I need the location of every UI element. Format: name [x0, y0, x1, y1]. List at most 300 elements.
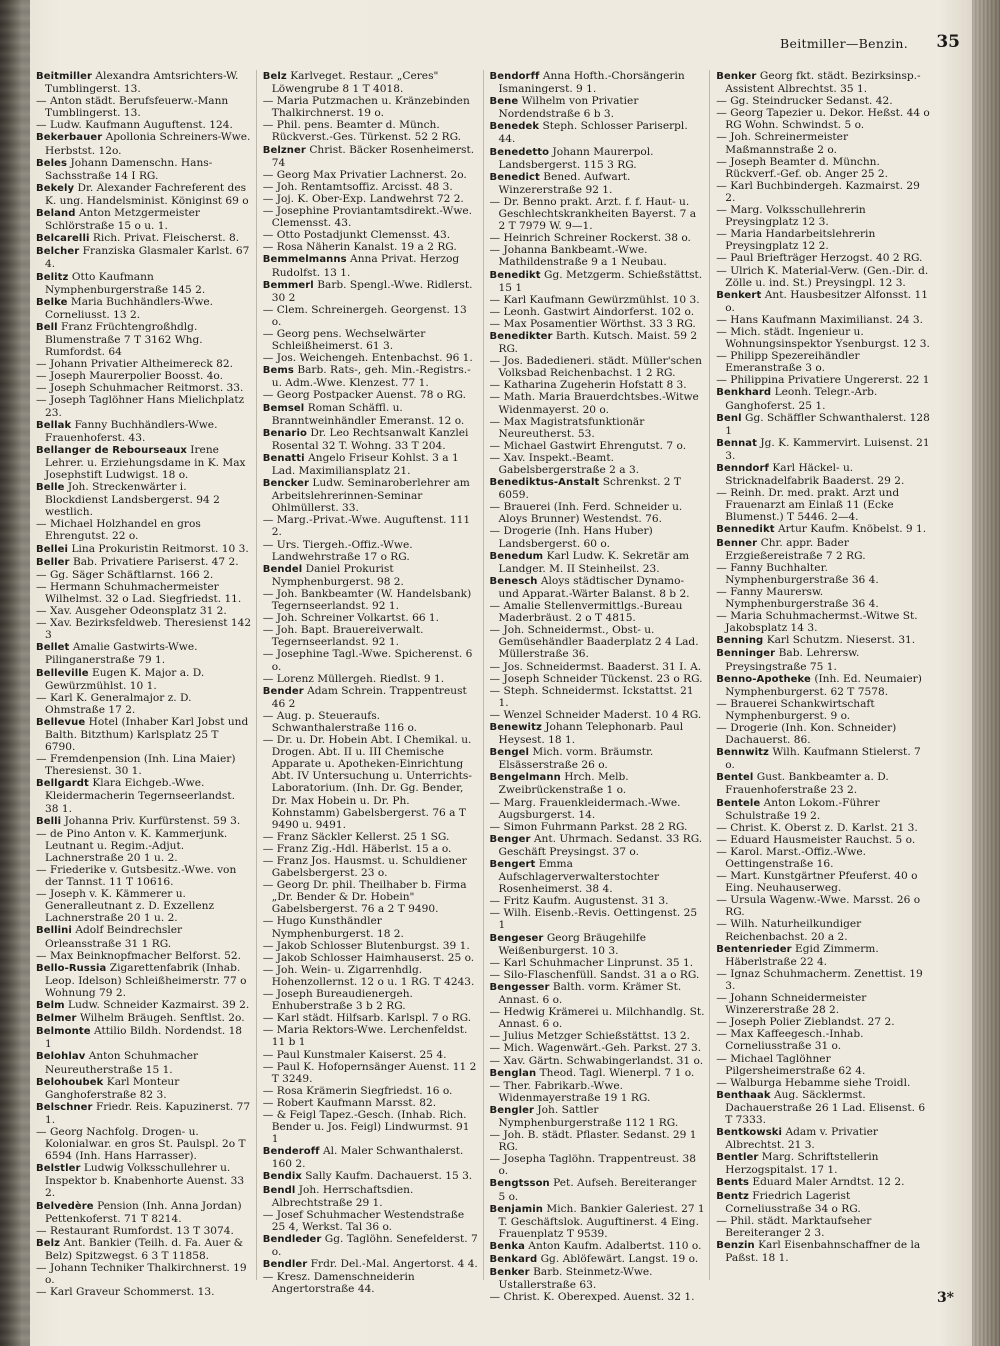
- entry-text: — Jos. Weichengeh. Entenbachst. 96 1.: [262, 352, 473, 365]
- entry-text: Karl Eisenbahnschaffner de la Paßst. 18 1.: [725, 1238, 921, 1264]
- directory-entry: [36, 999, 252, 1012]
- entry-text: — Mich. städt. Ingenieur u. Wohnungsinspektor Ysenburgst. 12 3.: [716, 325, 930, 351]
- directory-entry: [36, 119, 252, 131]
- directory-entry: [36, 207, 252, 232]
- entry-surname: Benedetto: [489, 146, 550, 158]
- directory-entry: [716, 1151, 932, 1176]
- directory-entry: [36, 358, 252, 370]
- entry-text: Eugen K. Major a. D. Gewürzmühlst. 10 1.: [45, 666, 205, 692]
- entry-surname: Bengesser: [489, 981, 550, 993]
- directory-entry: [490, 895, 706, 907]
- entry-text: (Inh. Ed. Neumaier) Nymphenburgerst. 62 T 7578.: [725, 672, 922, 698]
- entry-text: Georg fkt. städt. Bezirksinsp.-Assistent Albrechtst. 35 1.: [725, 70, 921, 96]
- directory-entry: [716, 562, 932, 586]
- entry-text: — Marg. Volksschullehrerin Preysingplatz 12 3.: [716, 204, 866, 229]
- entry-text: Franziska Glasmaler Karlst. 67 4.: [45, 245, 250, 271]
- directory-entry: [36, 888, 252, 924]
- directory-entry: [263, 1085, 479, 1097]
- directory-entry: [263, 1170, 479, 1183]
- directory-entry: [716, 1016, 932, 1028]
- directory-entry: [716, 1239, 932, 1264]
- entry-text: — Georg Nachfolg. Drogen- u. Kolonialwar. en gros St. Paulspl. 2o T 6594 (Inh. Hans Harrasser).: [36, 1125, 246, 1163]
- directory-entry: [716, 95, 932, 107]
- entry-text: — Max Magistratsfunktionär Neureutherst. 53.: [489, 415, 645, 440]
- entry-text: — Michael Gastwirt Ehrengutst. 7 o.: [489, 439, 687, 452]
- entry-surname: Benkard: [489, 1254, 538, 1265]
- directory-entry: [36, 1101, 252, 1126]
- directory-entry: [716, 943, 932, 968]
- directory-entry: [716, 1126, 932, 1151]
- entry-text: Anton Metzgermeister Schlörstraße 15 o u. 1.: [45, 207, 200, 233]
- entry-surname: Belzner: [262, 144, 306, 156]
- directory-entry: [716, 1176, 932, 1189]
- entry-text: — Brauerei Schankwirtschaft Nymphenburgerst. 9 o.: [716, 697, 875, 722]
- entry-text: Marg. Schriftstellerin Herzogspitalst. 17 1.: [725, 1151, 879, 1177]
- directory-entry: [263, 144, 479, 169]
- entry-text: Aloys städtischer Dynamo- und Apparat.-Wärter Balanst. 8 b 2.: [498, 574, 690, 600]
- entry-text: — Joh. Schneidermst., Obst- u. Gemüsehändler Baaderplatz 2 4 Lad. Müllerstraße 36.: [489, 624, 699, 661]
- entry-text: Irene Lehrer. u. Erziehungsdame in K. Max Josephstift Ludwigst. 18 o.: [45, 443, 246, 481]
- entry-text: — Georg Max Privatier Lachnerst. 2o.: [262, 168, 467, 181]
- directory-entry: [490, 232, 706, 244]
- entry-surname: Bems: [262, 365, 294, 377]
- entry-text: Barth. Kutsch. Maist. 59 2 RG.: [498, 329, 698, 356]
- directory-entry: [716, 462, 932, 487]
- directory-entry: [716, 374, 932, 386]
- entry-surname: Bellini: [36, 925, 72, 937]
- entry-text: — Robert Kaufmann Marsst. 82.: [262, 1096, 437, 1109]
- entry-text: — Aug. p. Steueraufs. Schwanthalerstraße 116 o.: [262, 709, 418, 734]
- entry-text: — Maria Rektors-Wwe. Lerchenfeldst. 11 b 1: [262, 1024, 468, 1049]
- entry-text: — Maria Putzmachen u. Kränzebinden Thalkirchnerst. 19 o.: [262, 95, 470, 120]
- directory-entry: [716, 1053, 932, 1077]
- entry-surname: Bentenrieder: [716, 943, 792, 955]
- entry-surname: Benninger: [716, 648, 776, 660]
- directory-entry: [263, 1012, 479, 1024]
- entry-text: — Simon Fuhrmann Parkst. 28 2 RG.: [489, 820, 688, 833]
- directory-entry: [263, 389, 479, 401]
- entry-surname: Belohlav: [36, 1051, 86, 1063]
- directory-entry: [716, 918, 932, 942]
- directory-entry: [263, 193, 479, 205]
- entry-surname: Bennat: [716, 437, 758, 449]
- directory-entry: [263, 612, 479, 624]
- directory-entry: [490, 1067, 706, 1080]
- entry-surname: Bentkowski: [716, 1127, 783, 1139]
- entry-text: Friedr. Reis. Kapuzinerst. 77 1.: [45, 1100, 251, 1126]
- entry-text: — Amalie Stellenvermittlgs.-Bureau Maderbräust. 2 o T 4815.: [489, 600, 683, 625]
- directory-entry: [490, 1266, 706, 1291]
- entry-text: — Drogerie (Inh. Kon. Schneider) Dachauerst. 86.: [716, 721, 897, 747]
- directory-entry: [490, 1177, 706, 1202]
- directory-entry: [36, 1225, 252, 1237]
- entry-text: Frdr. Del.-Mal. Angertorst. 4 4.: [310, 1258, 478, 1271]
- directory-entry: [36, 370, 252, 382]
- directory-entry: [490, 1253, 706, 1266]
- entry-surname: Bendl: [262, 1184, 296, 1196]
- entry-surname: Bents: [716, 1177, 750, 1189]
- directory-entry: [490, 269, 706, 294]
- entry-text: — Wenzel Schneider Maderst. 10 4 RG.: [489, 708, 702, 721]
- directory-entry: [716, 771, 932, 796]
- directory-entry: [263, 1024, 479, 1048]
- directory-entry: [716, 846, 932, 870]
- entry-surname: Benario: [262, 427, 307, 439]
- entry-text: — Georg pens. Wechselwärter Schleißheimerst. 61 3.: [262, 327, 426, 353]
- directory-entry: [716, 610, 932, 634]
- directory-entry: [490, 476, 706, 501]
- directory-entry: [490, 391, 706, 415]
- entry-text: Karlveget. Restaur. „Ceres" Löwengrube 8 1 T 4018.: [271, 70, 439, 96]
- directory-entry: [716, 252, 932, 264]
- directory-entry: [490, 1153, 706, 1177]
- directory-entry: [716, 647, 932, 672]
- directory-entry: [716, 314, 932, 326]
- directory-entry: [36, 753, 252, 777]
- entry-text: — Franz Säckler Kellerst. 25 1 SG.: [262, 830, 450, 843]
- directory-entry: [716, 673, 932, 698]
- directory-entry: [263, 563, 479, 588]
- directory-entry: [36, 777, 252, 814]
- entry-text: Ant. Hausbesitzer Alfonsst. 11 o.: [725, 288, 928, 314]
- entry-surname: Bellevue: [36, 716, 86, 728]
- directory-entry: [36, 924, 252, 949]
- entry-text: — Xav. Ausgeher Odeonsplatz 31 2.: [36, 605, 227, 618]
- directory-entry: [36, 667, 252, 692]
- entry-surname: Belmonte: [36, 1026, 91, 1038]
- entry-surname: Belcarelli: [36, 233, 90, 245]
- entry-text: Gg. Schäffler Schwanthalerst. 128 1: [725, 411, 930, 437]
- entry-text: — de Pino Anton v. K. Kammerjunk. Leutnant u. Regim.-Adjut. Lachnerstraße 20 1 u. 2.: [36, 827, 228, 864]
- entry-text: — Michael Holzhandel en gros Ehrengutst. 22 o.: [36, 518, 201, 543]
- directory-entry: [263, 879, 479, 915]
- entry-surname: Benndorf: [716, 463, 770, 474]
- entry-surname: Benker: [716, 71, 757, 82]
- entry-surname: Benka: [489, 1240, 525, 1252]
- directory-entry: [263, 1109, 479, 1145]
- entry-text: — Hermann Schuhmachermeister Wilhelmst. 32 o Lad. Siegfriedst. 11.: [36, 580, 242, 605]
- entry-text: — Max Posamentier Wörthst. 33 3 RG.: [489, 317, 696, 330]
- entry-text: Anton Lokom.-Führer Schulstraße 19 2.: [725, 796, 880, 822]
- entry-text: — Eduard Hausmeister Rauchst. 5 o.: [716, 833, 916, 846]
- directory-entry: [490, 575, 706, 600]
- entry-text: — Joseph Maurerpolier Boosst. 4o.: [36, 370, 223, 383]
- directory-entry: [263, 304, 479, 328]
- entry-surname: Benedikter: [489, 330, 553, 342]
- entry-text: — Steph. Schneidermst. Ickstattst. 21 1.: [489, 684, 694, 709]
- directory-entry: [716, 131, 932, 155]
- directory-entry: [36, 1262, 252, 1286]
- directory-entry: [716, 1089, 932, 1126]
- directory-entry: [490, 1203, 706, 1240]
- entry-surname: Benedek: [489, 121, 540, 133]
- directory-entry: [263, 1271, 479, 1295]
- entry-text: Steph. Schlosser Pariserpl. 44.: [498, 120, 688, 146]
- directory-entry: [36, 569, 252, 581]
- entry-text: — Maria Handarbeitslehrerin Preysingplatz 12 2.: [716, 228, 876, 253]
- entry-surname: Benl: [716, 412, 742, 424]
- entry-text: — Josepha Taglöhn. Trappentreust. 38 o.: [489, 1153, 696, 1178]
- entry-text: — Joseph Beamter d. Münchn. Rückverf.-Gef. ob. Anger 25 2.: [716, 155, 889, 180]
- directory-entry: [36, 716, 252, 753]
- entry-surname: Bengelmann: [489, 772, 561, 784]
- entry-text: — & Feigl Tapez.-Gesch. (Inhab. Rich. Bender u. Jos. Feigl) Lindwurmst. 91 1: [262, 1108, 470, 1146]
- entry-surname: Bentz: [716, 1190, 749, 1202]
- directory-entry: [36, 543, 252, 556]
- directory-entry: [36, 1126, 252, 1162]
- directory-entry: [263, 364, 479, 389]
- directory-entry: [716, 1028, 932, 1052]
- entry-text: Sally Kaufm. Dachauerst. 15 3.: [305, 1170, 473, 1183]
- entry-text: Gust. Bankbeamter a. D. Frauenhoferstraße 23 2.: [725, 771, 889, 797]
- entry-text: — Joh. Wein- u. Zigarrenhdlg. Hohenzollernst. 12 o u. 1 RG. T 4243.: [262, 963, 475, 988]
- entry-surname: Belstler: [36, 1163, 81, 1175]
- entry-text: Mich. vorm. Bräumstr. Elsässerstraße 26 o.: [498, 746, 654, 772]
- directory-entry: [263, 588, 479, 612]
- entry-text: Ludw. Schneider Kazmairst. 39 2.: [68, 999, 250, 1012]
- entry-text: — Georg Tapezier u. Dekor. Heßst. 44 o RG Wohn. Schwindst. 5 o.: [716, 107, 930, 132]
- entry-text: — Reinh. Dr. med. prakt. Arzt und Frauenarzt am Einlaß 11 (Ecke Blumenst.) T 5446. 2—4.: [716, 487, 900, 524]
- entry-text: — Hugo Kunsthändler Nymphenburgerst. 18 2.: [262, 915, 404, 940]
- entry-text: — Ignaz Schuhmacherm. Zenettist. 19 3.: [716, 967, 923, 992]
- directory-entry: [36, 382, 252, 394]
- directory-entry: [490, 330, 706, 355]
- directory-entry: [490, 981, 706, 1006]
- entry-text: Schrenkst. 2 T 6059.: [498, 476, 681, 502]
- entry-text: — Otto Postadjunkt Clemensst. 43.: [262, 229, 451, 242]
- directory-entry: [263, 427, 479, 452]
- entry-text: — Leonh. Gastwirt Aindorferst. 102 o.: [489, 305, 695, 318]
- entry-surname: Bengeser: [489, 932, 544, 944]
- signature-mark: 3*: [936, 1290, 954, 1306]
- entry-text: Dr. Alexander Fachreferent des K. ung. Handelsminist. Königinst 69 o: [45, 181, 249, 207]
- entry-surname: Benewitz: [489, 721, 542, 733]
- entry-surname: Bentler: [716, 1152, 759, 1164]
- directory-entry: [490, 1291, 706, 1303]
- directory-entry: [36, 962, 252, 999]
- directory-entry: [716, 1077, 932, 1089]
- entry-surname: Benger: [489, 833, 531, 845]
- directory-entry: [490, 1240, 706, 1253]
- entry-text: — Fremdenpension (Inh. Lina Maier) Theresienst. 30 1.: [36, 753, 236, 778]
- directory-entry: [263, 1209, 479, 1233]
- entry-text: — Maria Schuhmachermst.-Witwe St. Jakobsplatz 14 3.: [716, 610, 918, 635]
- directory-entry: [490, 70, 706, 95]
- entry-surname: Bendel: [262, 563, 303, 575]
- entry-text: Karl Monteur Ganghoferstraße 82 3.: [45, 1075, 180, 1101]
- entry-text: — Karol. Marst.-Offiz.-Wwe. Oettingenstraße 16.: [716, 845, 867, 870]
- entry-text: Johann Maurerpol. Landsbergerst. 115 3 RG.: [498, 145, 654, 171]
- directory-entry: [36, 815, 252, 828]
- entry-text: — Gg. Steindrucker Sedanst. 42.: [716, 95, 893, 108]
- directory-entry: [263, 831, 479, 843]
- directory-entry: [263, 229, 479, 241]
- entry-text: — Anton städt. Berufsfeuerw.-Mann Tumblingerst. 13.: [36, 95, 229, 120]
- directory-entry: [490, 146, 706, 171]
- directory-entry: [263, 279, 479, 304]
- entry-surname: Bentele: [716, 797, 761, 809]
- entry-surname: Benkhard: [716, 387, 772, 399]
- directory-entry: [716, 180, 932, 204]
- entry-text: Adolf Beindrechsler Orleansstraße 31 1 RG.: [45, 924, 183, 950]
- directory-entry: [490, 746, 706, 771]
- entry-surname: Benediktus-Anstalt: [489, 477, 600, 489]
- entry-surname: Bencker: [262, 478, 309, 490]
- entry-text: Gg. Ablöfewärt. Langst. 19 o.: [540, 1253, 699, 1265]
- entry-surname: Benzin: [716, 1239, 755, 1251]
- directory-entry: [263, 648, 479, 672]
- entry-text: — Restaurant Rumfordst. 13 T 3074.: [36, 1224, 234, 1237]
- entry-surname: Belitz: [36, 271, 69, 283]
- directory-entry: [716, 204, 932, 228]
- directory-entry: [263, 624, 479, 648]
- directory-entry: [36, 70, 252, 95]
- directory-entry: [263, 1097, 479, 1109]
- entry-surname: Benkert: [716, 289, 762, 301]
- entry-text: Barb. Spengl.-Wwe. Ridlerst. 30 2: [271, 278, 473, 304]
- directory-entry: [716, 1190, 932, 1215]
- entry-text: — Christ. K. Oberst z. D. Karlst. 21 3.: [716, 821, 918, 834]
- directory-entry: [263, 328, 479, 352]
- entry-surname: Belleville: [36, 667, 89, 679]
- directory-entry: [36, 605, 252, 617]
- entry-text: Georg Bräugehilfe Weißenburgerst. 10 3.: [498, 931, 646, 957]
- entry-text: Barb. Rats-, geh. Min.-Registrs.-u. Adm.-Wwe. Klenzest. 77 1.: [271, 364, 471, 390]
- entry-text: Johann Damenschn. Hans-Sachsstraße 14 I RG.: [45, 156, 213, 182]
- directory-entry: [490, 1006, 706, 1030]
- entry-surname: Bellei: [36, 543, 69, 555]
- entry-text: — Xav. Bezirksfeldweb. Theresienst 142 3: [36, 617, 252, 642]
- entry-surname: Beitmiller: [36, 71, 93, 82]
- entry-surname: Benedict: [489, 171, 540, 183]
- entry-text: Emma Aufschlagerverwalterstochter Rosenheimerst. 38 4.: [498, 858, 660, 896]
- entry-text: — Math. Maria Brauerdchtsbes.-Witwe Widenmayerst. 20 o.: [489, 391, 699, 416]
- entry-surname: Benedikt: [489, 269, 541, 281]
- directory-entry: [716, 265, 932, 289]
- entry-text: — Brauerei (Inh. Ferd. Schneider u. Aloys Brunner) Westendst. 76.: [489, 501, 683, 526]
- entry-surname: Belcher: [36, 246, 80, 258]
- directory-entry: [490, 501, 706, 525]
- directory-entry: [36, 518, 252, 542]
- directory-entry: [36, 321, 252, 358]
- directory-entry: [36, 1237, 252, 1262]
- entry-surname: Bekerbauer: [36, 132, 103, 144]
- directory-entry: [36, 617, 252, 641]
- directory-entry: [263, 539, 479, 563]
- entry-text: Gg. Taglöhn. Senefelderst. 7 o.: [271, 1232, 478, 1258]
- entry-text: Karl Häckel- u. Stricknadelfabrik Baaderst. 29 2.: [725, 462, 905, 488]
- entry-surname: Bellak: [36, 419, 72, 431]
- directory-entry: [263, 253, 479, 278]
- entry-text: — Karl Buchbindergeh. Kazmairst. 29 2.: [716, 179, 920, 204]
- directory-entry: [490, 685, 706, 709]
- entry-text: — Marg. Frauenkleidermach.-Wwe. Augsburgerst. 14.: [489, 796, 681, 821]
- entry-surname: Bentel: [716, 772, 754, 784]
- entry-surname: Beller: [36, 556, 70, 568]
- entry-text: — Georg Dr. phil. Theilhaber b. Firma „Dr. Bender & Dr. Hobein" Gabelsbergerst. 76 a 2 T 9490.: [262, 879, 467, 916]
- directory-entry: [36, 864, 252, 888]
- entry-text: Zigarettenfabrik (Inhab. Leop. Idelson) Schleißheimerstr. 77 o Wohnung 79 2.: [45, 961, 247, 999]
- directory-entry: [490, 1104, 706, 1129]
- entry-surname: Bengtsson: [489, 1178, 550, 1190]
- entry-surname: Bengel: [489, 747, 529, 759]
- directory-entry: [263, 70, 479, 95]
- entry-text: — Joh. Bapt. Brauereiverwalt. Tegernseerlandst. 92 1.: [262, 624, 424, 649]
- entry-text: Barb. Steinmetz-Wwe. Ustallerstraße 63.: [498, 1266, 653, 1292]
- entry-text: — Ther. Fabrikarb.-Wwe. Widenmayerstraße 19 1 RG.: [489, 1079, 651, 1104]
- entry-text: Johanna Priv. Kurfürstenst. 59 3.: [64, 814, 241, 827]
- directory-entry: [716, 968, 932, 992]
- entry-text: — Karl städt. Hilfsarb. Karlspl. 7 o RG.: [262, 1012, 472, 1025]
- directory-entry: [716, 289, 932, 314]
- directory-entry: [716, 156, 932, 180]
- entry-text: Amalie Gastwirts-Wwe. Pilinganerstraße 79 1.: [45, 641, 198, 667]
- directory-entry: [490, 525, 706, 549]
- directory-entry: [36, 692, 252, 716]
- entry-surname: Benglan: [489, 1067, 537, 1079]
- entry-text: — Josef Schuhmacher Westendstraße 25 4, Werkst. Tal 36 o.: [262, 1208, 465, 1233]
- directory-entry: [490, 932, 706, 957]
- directory-entry: [716, 70, 932, 95]
- directory-entry: [36, 245, 252, 270]
- directory-entry: [263, 710, 479, 734]
- entry-text: Maria Buchhändlers-Wwe. Corneliusst. 13 2.: [45, 295, 214, 321]
- directory-entry: [36, 1050, 252, 1075]
- entry-text: Mich. Bankier Galeriest. 27 1 T. Geschäftslok. Auguftinerst. 4 Eing. Frauenplatz T 9539.: [498, 1202, 705, 1240]
- entry-text: — Wilh. Eisenb.-Revis. Oettingenst. 25 1: [489, 907, 698, 932]
- directory-entry: [263, 452, 479, 477]
- book-spine-shadow: [0, 0, 30, 1346]
- entry-text: Wilh. Kaufmann Stielerst. 7 o.: [725, 746, 921, 772]
- entry-text: — Franz Zig.-Hdl. Häberlst. 15 a o.: [262, 842, 452, 855]
- directory-entry: [263, 95, 479, 119]
- directory-entry: [36, 444, 252, 481]
- entry-text: — Ludw. Kaufmann Auguftenst. 124.: [36, 119, 233, 132]
- directory-entry: [36, 1012, 252, 1025]
- entry-text: — Rosa Krämerin Siegfriedst. 16 o.: [262, 1084, 453, 1097]
- directory-entry: [263, 1233, 479, 1258]
- directory-entry: [490, 452, 706, 476]
- directory-entry: [263, 940, 479, 952]
- entry-columns: [36, 70, 936, 1304]
- entry-text: — Xav. Inspekt.-Beamt. Gabelsbergerstraße 2 a 3.: [489, 451, 640, 476]
- directory-entry: [490, 1042, 706, 1054]
- entry-text: Balth. vorm. Krämer St. Annast. 6 o.: [498, 980, 682, 1007]
- directory-entry: [36, 950, 252, 962]
- directory-entry: [490, 907, 706, 931]
- entry-text: Bab. Privatiere Pariserst. 47 2.: [72, 555, 239, 568]
- entry-text: — Joseph Taglöhner Hans Mielichplatz 23.: [36, 394, 245, 419]
- directory-entry: [263, 402, 479, 427]
- entry-text: — Dr. Benno prakt. Arzt. f. f. Haut- u. Geschlechtskrankheiten Bayerst. 7 a 2 T 7979 W. 9—1.: [489, 195, 697, 233]
- column-2: [262, 70, 484, 1296]
- directory-entry: [490, 171, 706, 196]
- directory-entry: [716, 698, 932, 722]
- directory-entry: [263, 119, 479, 143]
- entry-text: Bened. Aufwart. Winzererstraße 92 1.: [498, 170, 631, 196]
- directory-entry: [490, 379, 706, 391]
- entry-surname: Bello-Russia: [36, 962, 107, 974]
- entry-surname: Belli: [36, 815, 62, 827]
- entry-text: — Johanna Bankbeamt.-Wwe. Mathildenstraße 9 a 1 Neubau.: [489, 244, 667, 269]
- directory-entry: [263, 964, 479, 988]
- entry-text: — Silo-Flaschenfüll. Sandst. 31 a o RG.: [489, 968, 700, 981]
- directory-entry: [716, 870, 932, 894]
- entry-surname: Bemmelmanns: [262, 254, 347, 266]
- entry-text: Friedrich Lagerist Corneliusstraße 34 o RG.: [725, 1189, 861, 1215]
- entry-text: — Mich. Wagenwärt.-Geh. Parkst. 27 3.: [489, 1042, 702, 1055]
- entry-text: Joh. Streckenwärter i. Blockdienst Landsbergerst. 94 2 westlich.: [45, 481, 220, 519]
